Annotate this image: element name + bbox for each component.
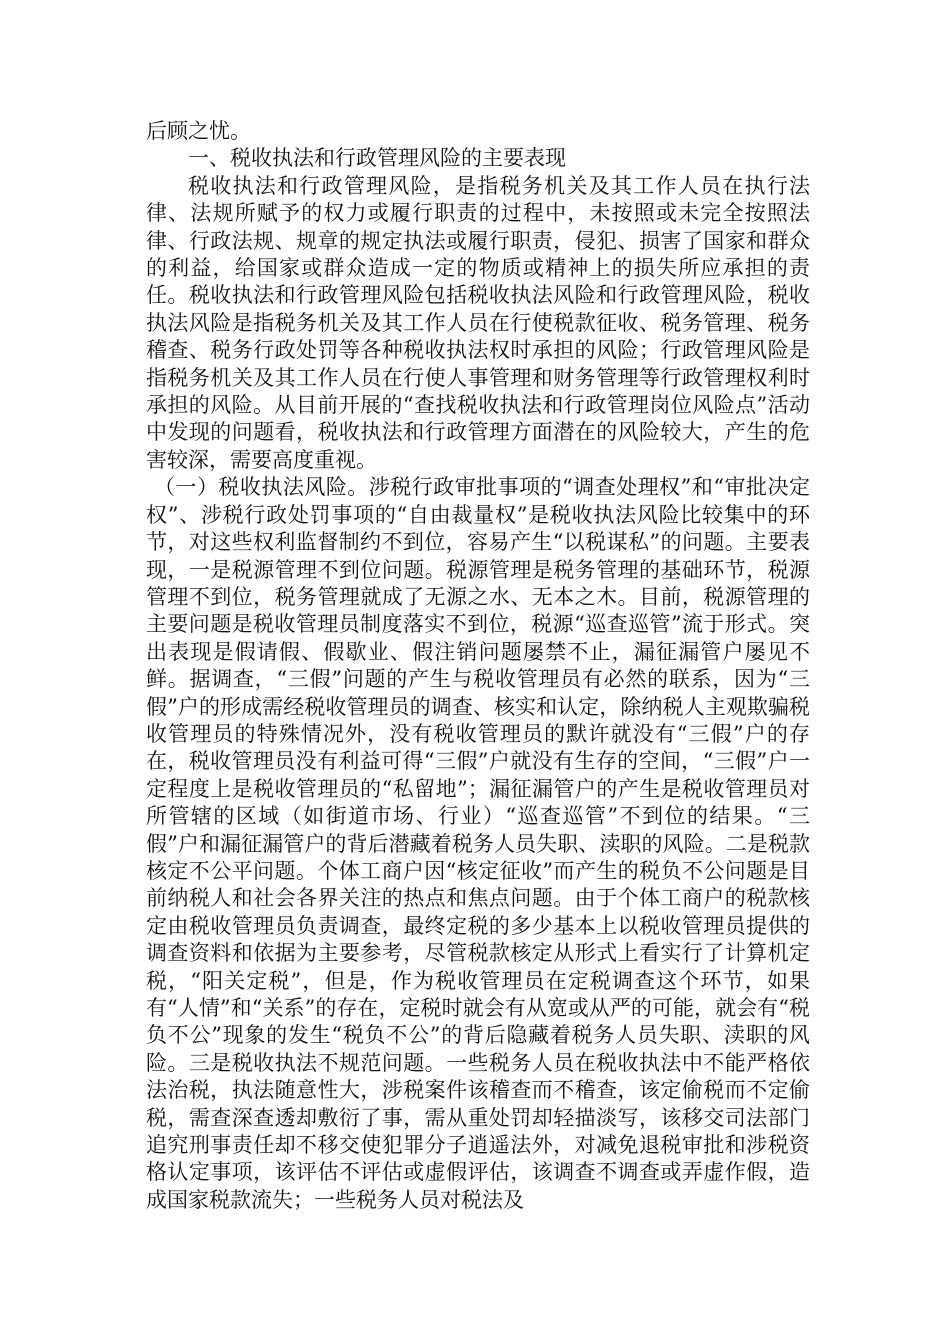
continuation-text: 后顾之忧。 <box>146 119 251 143</box>
body-paragraph: 税收执法和行政管理风险，是指税务机关及其工作人员在执行法律、法规所赋予的权力或履行职责的过程中，未按照或未完全按照法律、行政法规、规章的规定执法或履行职责，侵犯、损害了国家和群众的利益，给国家或群众造成一定的物质或精神上的损失所应承担的责任。税收执法和行政管理风险包括税收执法风险和行政管理风险，税收执法风险是指税务机关及其工作人员在行使税款征收、税务管理、税务稽查、税务行政处罚等各种税收执法权时承担的风险；行政管理风险是指税务机关及其工作人员在行使人事管理和财务管理等行政管理权利时承担的风险。从目前开展的“查找税收执法和行政管理岗位风险点”活动中发现的问题看，税收执法和行政管理方面潜在的风险较大，产生的危害较深，需要高度重视。 <box>146 173 810 472</box>
subsection-paragraph: （一）税收执法风险。涉税行政审批事项的“调查处理权”和“审批决定权”、涉税行政处罚事项的“自由裁量权”是税收执法风险比较集中的环节，对这些权利监督制约不到位，容易产生“以税谋私”的问题。主要表现，一是税源管理不到位问题。税源管理是税务管理的基础环节，税源管理不到位，税务管理就成了无源之水、无本之木。目前，税源管理的主要问题是税收管理员制度落实不到位，税源“巡查巡管”流于形式。突出表现是假请假、假歇业、假注销问题屡禁不止，漏征漏管户屡见不鲜。据调查，“三假”问题的产生与税收管理员有必然的联系，因为“三假”户的形成需经税收管理员的调查、核实和认定，除纳税人主观欺骗税收管理员的特殊情况外，没有税收管理员的默许就没有“三假”户的存在，税收管理员没有利益可得“三假”户就没有生存的空间，“三假”户一定程度上是税收管理员的“私留地”；漏征漏管户的产生是税收管理员对所管辖的区域（如街道市场、行业）“巡查巡管”不到位的结果。“三假”户和漏征漏管户的背后潜藏着税务人员失职、渎职的风险。二是税款核定不公平问题。个体工商户因“核定征收”而产生的税负不公问题是目前纳税人和社会各界关注的热点和焦点问题。由于个体工商户的税款核定由税收管理员负责调查，最终定税的多少基本上以税收管理员提供的调查资料和依据为主要参考，尽管税款核定从形式上看实行了计算机定税，“阳关定税”，但是，作为税收管理员在定税调查这个环节，如果有“人情”和“关系”的存在，定税时就会有从宽或从严的可能，就会有“税负不公”现象的发生“税负不公”的背后隐藏着税务人员失职、渎职的风险。三是税收执法不规范问题。一些税务人员在税收执法中不能严格依法治税，执法随意性大，涉税案件该稽查而不稽查，该定偷税而不定偷税，需查深查透却敷衍了事，需从重处罚却轻描淡写，该移交司法部门追究刑事责任却不移交使犯罪分子逍遥法外，对减免退税审批和涉税资格认定事项，该评估不评估或虚假评估，该调查不调查或弄虚作假，造成国家税款流失；一些税务人员对税法及 <box>146 475 810 1212</box>
section-heading: 一、税收执法和行政管理风险的主要表现 <box>188 146 566 171</box>
document-page <box>146 118 810 1214</box>
